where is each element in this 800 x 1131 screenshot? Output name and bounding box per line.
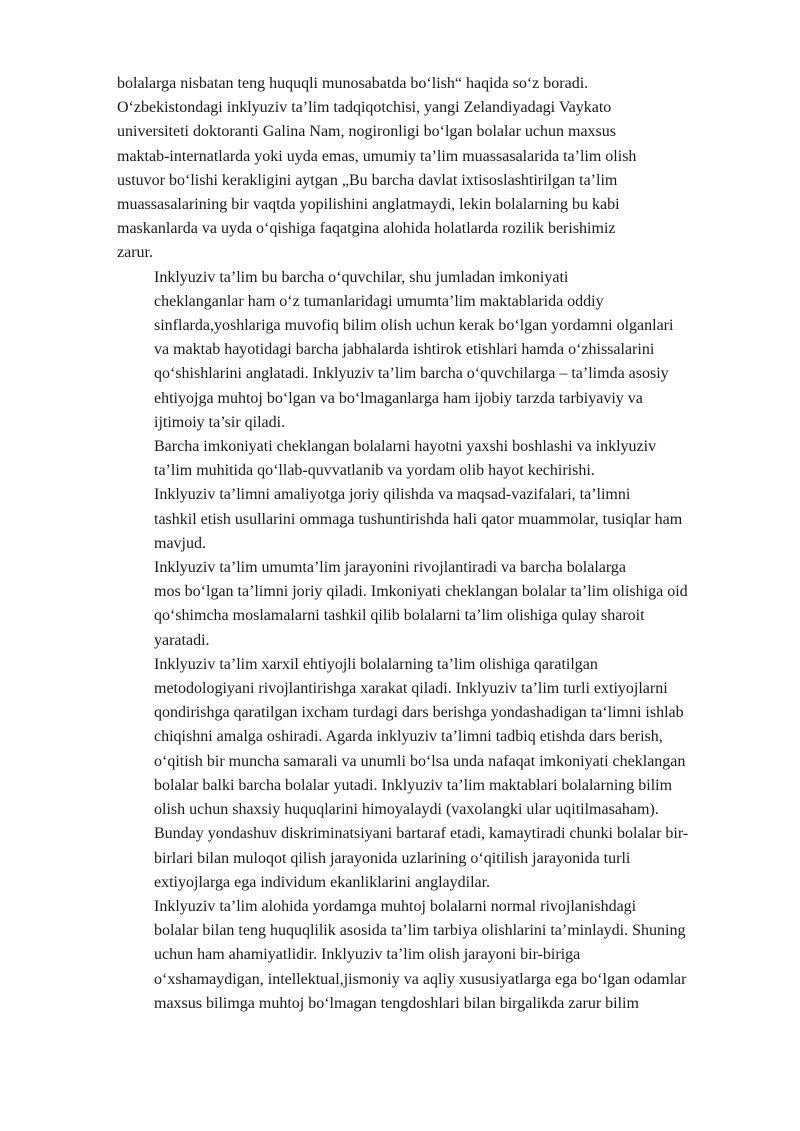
paragraph <box>117 435 742 483</box>
text-line: olish uchun shaxsiy huquqlarini himoyalaydi (vaxolangki ular uqitilmasaham). <box>154 801 659 819</box>
paragraph <box>117 653 742 895</box>
paragraph <box>117 483 742 556</box>
text-line: Inklyuziv ta’lim umumta’lim jarayonini rivojlantiradi va barcha bolalarga <box>154 559 626 577</box>
text-line: birlari bilan muloqot qilish jarayonida uzlarining o‘qitilish jarayonida turli <box>154 849 631 867</box>
paragraph <box>117 72 742 266</box>
text-line: qo‘shishlarini anglatadi. Inklyuziv ta’lim barcha o‘quvchilarga – ta’limda asosiy <box>154 365 669 383</box>
text-line: maxsus bilimga muhtoj bo‘lmagan tengdoshlari bilan birgalikda zarur bilim <box>154 994 639 1012</box>
text-line: Inklyuziv ta’lim bu barcha o‘quvchilar, shu jumladan imkoniyati <box>154 268 569 286</box>
text-line: o‘xshamaydigan, intellektual,jismoniy va aqliy xususiyatlarga ega bo‘lgan odamlar <box>154 970 687 988</box>
text-line: qondirishga qaratilgan ixcham turdagi dars berishga yondashadigan ta‘limni ishlab <box>154 704 684 722</box>
text-line: Inklyuziv ta’lim xarxil ehtiyojli bolalarning ta’lim olishiga qaratilgan <box>154 655 598 673</box>
text-line: uchun ham ahamiyatlidir. Inklyuziv ta’lim olish jarayoni bir-biriga <box>154 946 581 964</box>
text-line: cheklanganlar ham o‘z tumanlaridagi umumta’lim maktablarida oddiy <box>154 292 604 310</box>
text-line: mos bo‘lgan ta’limni joriy qiladi. Imkoniyati cheklangan bolalar ta’lim olishiga oid <box>154 583 688 601</box>
text-line: bolalar balki barcha bolalar yutadi. Inklyuziv ta’lim maktablari bolalarning bilim <box>154 776 673 794</box>
text-line: ustuvor bo‘lishi kerakligini aytgan „Bu barcha davlat ixtisoslashtirilgan ta’lim <box>117 171 618 189</box>
text-line: bolalar bilan teng huquqlilik asosida ta’lim tarbiya olishlarini ta’minlaydi. Shuning <box>154 922 686 940</box>
text-line: tashkil etish usullarini ommaga tushuntirishda hali qator muammolar, tusiqlar ham <box>154 510 683 528</box>
paragraph <box>117 556 742 653</box>
text-line: muassasalarining bir vaqtda yopilishini anglatmaydi, lekin bolalarning bu kabi <box>117 196 620 214</box>
text-line: Bunday yondashuv diskriminatsiyani bartaraf etadi, kamaytiradi chunki bolalar bir- <box>154 825 689 843</box>
text-line: extiyojlarga ega individum ekanliklarini anglaydilar. <box>154 873 491 891</box>
text-line: yaratadi. <box>154 631 210 649</box>
text-line: bolalarga nisbatan teng huquqli munosabatda bo‘lish“ haqida so‘z boradi. <box>117 75 589 92</box>
text-line: sinflarda,yoshlariga muvofiq bilim olish uchun kerak bo‘lgan yordamni olganlari <box>154 317 674 335</box>
text-line: Inklyuziv ta’limni amaliyotga joriy qilishda va maqsad-vazifalari, ta’limni <box>154 486 631 504</box>
paragraph <box>117 266 742 435</box>
text-line: ehtiyojga muhtoj bo‘lgan va bo‘lmaganlarga ham ijobiy tarzda tarbiyaviy va <box>154 389 643 407</box>
text-line: Inklyuziv ta’lim alohida yordamga muhtoj bolalarni normal rivojlanishdagi <box>154 897 637 915</box>
text-line: O‘zbekistondagi inklyuziv ta’lim tadqiqotchisi, yangi Zelandiyadagi Vaykato <box>117 99 612 117</box>
text-line: o‘qitish bir muncha samarali va unumli bo‘lsa unda nafaqat imkoniyati cheklangan <box>154 752 686 770</box>
text-line: maskanlarda va uyda o‘qishiga faqatgina alohida holatlarda rozilik berishimiz <box>117 220 616 238</box>
paragraph <box>117 895 742 1016</box>
text-line: ijtimoiy ta’sir qiladi. <box>154 413 286 431</box>
text-line: ta’lim muhitida qo‘llab-quvvatlanib va yordam olib hayot kechirishi. <box>154 462 595 480</box>
text-line: universiteti doktoranti Galina Nam, nogironligi bo‘lgan bolalar uchun maxsus <box>117 123 617 141</box>
text-line: qo‘shimcha moslamalarni tashkil qilib bolalarni ta’lim olishiga qulay sharoit <box>154 607 645 625</box>
text-line: va maktab hayotidagi barcha jabhalarda ishtirok etishlari hamda o‘zhissalarini <box>154 341 655 359</box>
text-line: mavjud. <box>154 534 206 552</box>
text-line: chiqishni amalga oshiradi. Agarda inklyuziv ta’limni tadbiq etishda dars berish, <box>154 728 663 746</box>
text-line: metodologiyani rivojlantirishga xarakat qiladi. Inklyuziv ta’lim turli extiyojlarni <box>154 680 668 698</box>
text-line: zarur. <box>117 244 153 262</box>
document-body <box>117 72 742 1016</box>
text-line: maktab-internatlarda yoki uyda emas, umumiy ta’lim muassasalarida ta’lim olish <box>117 147 637 165</box>
text-line: Barcha imkoniyati cheklangan bolalarni hayotni yaxshi boshlashi va inklyuziv <box>154 438 657 456</box>
